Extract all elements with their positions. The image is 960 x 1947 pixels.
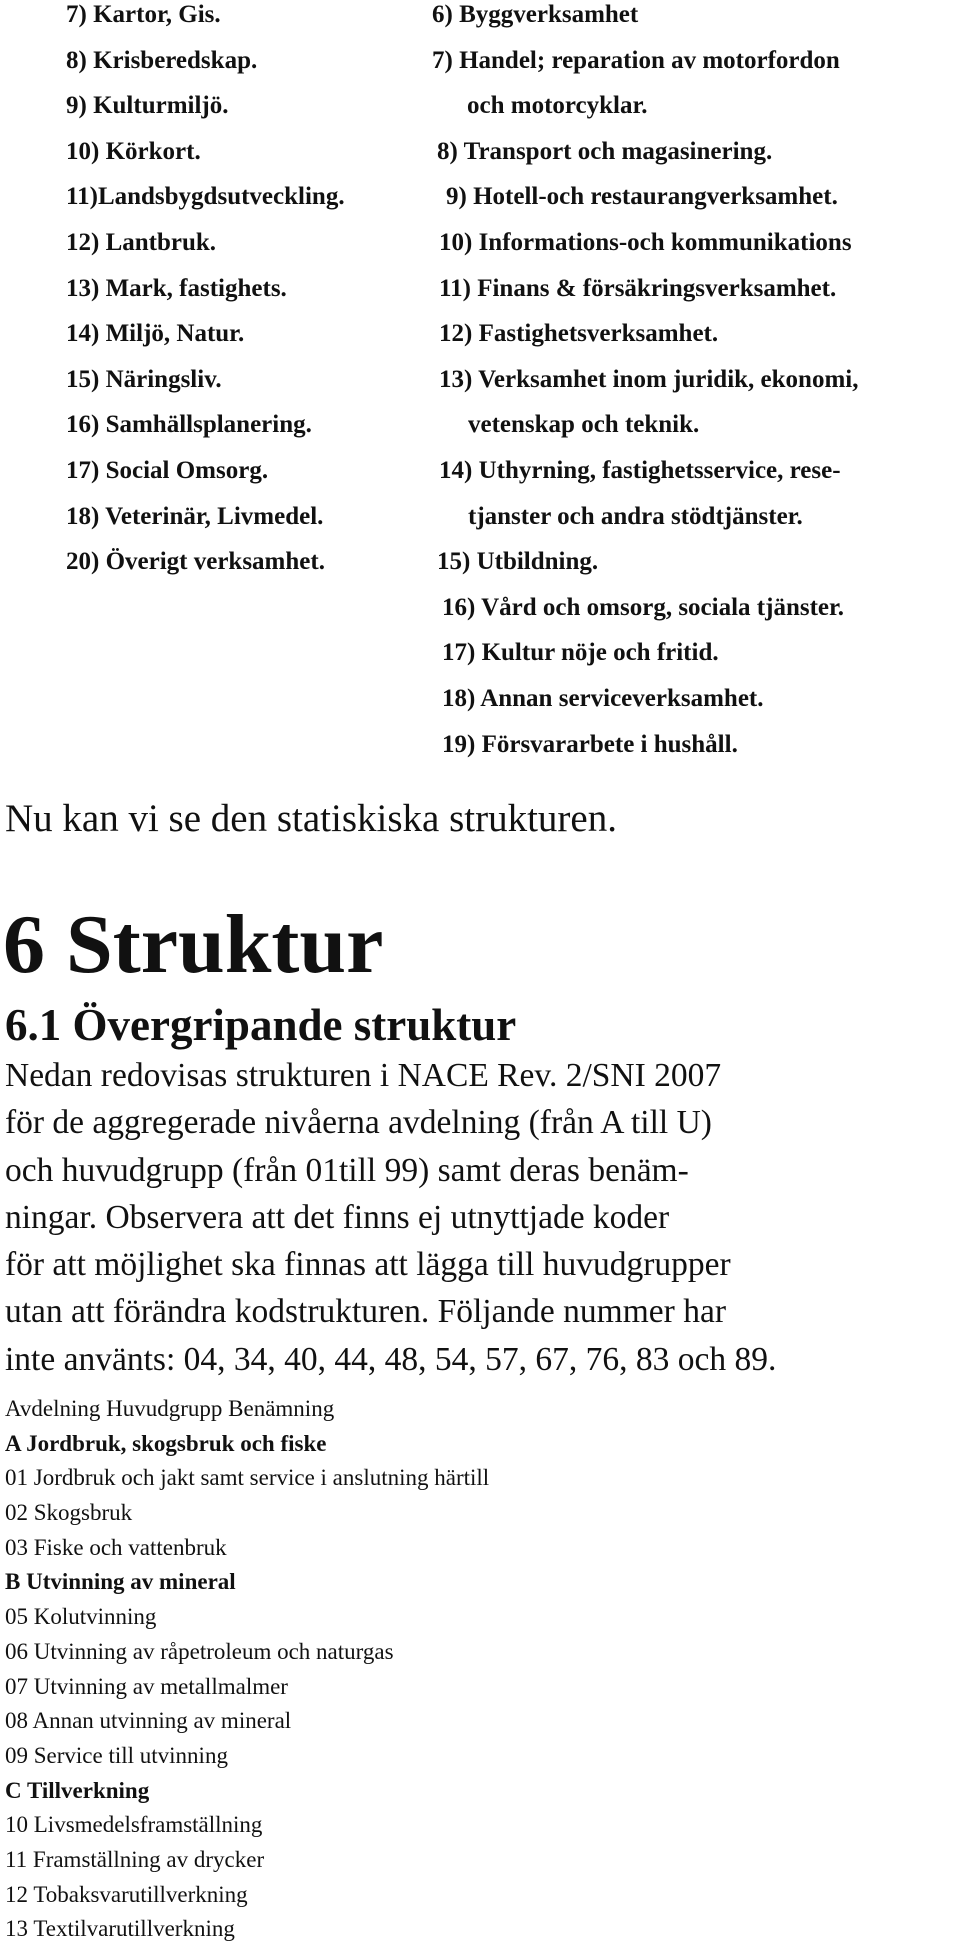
left-list-item: 16) Samhällsplanering.	[66, 411, 312, 439]
left-list-item: 17) Social Omsorg.	[66, 456, 269, 484]
right-list-item: 17) Kultur nöje och fritid.	[442, 639, 719, 667]
industry-sectors-list	[432, 0, 952, 775]
right-list-item: 10) Informations-och kommunikations	[439, 228, 852, 256]
intro-sentence: Nu kan vi se den statiskiska strukturen.	[5, 797, 617, 840]
left-list-item: 12) Lantbruk.	[66, 228, 217, 256]
nace-structure-list	[5, 1392, 945, 1947]
list-item: 12 Tobaksvarutillverkning	[5, 1881, 248, 1907]
paragraph-line: Nedan redovisas strukturen i NACE Rev. 2/SNI 2007	[5, 1057, 722, 1094]
list-item: 01 Jordbruk och jakt samt service i anslutning härtill	[5, 1465, 490, 1491]
left-list-item: 9) Kulturmiljö.	[66, 92, 229, 120]
list-item: 08 Annan utvinning av mineral	[5, 1708, 292, 1734]
paragraph-line: ningar. Observera att det finns ej utnyttjade koder	[5, 1198, 670, 1236]
list-item: 02 Skogsbruk	[5, 1500, 133, 1526]
left-list-item: 18) Veterinär, Livmedel.	[66, 502, 324, 530]
paragraph-line: för att möjlighet ska finnas att lägga till huvudgrupper	[5, 1246, 731, 1284]
list-item: 11 Framställning av drycker	[5, 1846, 265, 1872]
paragraph-line: utan att förändra kodstrukturen. Följande nummer har	[5, 1293, 726, 1331]
right-list-item: 15) Utbildning.	[437, 548, 599, 576]
section-title: A Jordbruk, skogsbruk och fiske	[5, 1430, 327, 1456]
list-item: 09 Service till utvinning	[5, 1742, 228, 1768]
left-list-item: 20) Överigt verksamhet.	[66, 548, 325, 576]
left-list-item: 11)Landsbygdsutveckling.	[66, 183, 345, 211]
description-paragraph	[5, 1052, 960, 1383]
list-item: 13 Textilvarutillverkning	[5, 1916, 235, 1942]
list-item: 03 Fiske och vattenbruk	[5, 1534, 227, 1560]
table-header: Avdelning Huvudgrupp Benämning	[5, 1396, 335, 1421]
right-list-item: 9) Hotell-och restaurangverksamhet.	[446, 183, 838, 211]
paragraph-line: och huvudgrupp (från 01till 99) samt deras benäm-	[5, 1151, 689, 1189]
left-list-item: 15) Näringsliv.	[66, 365, 222, 393]
left-list-item: 13) Mark, fastighets.	[66, 274, 287, 302]
right-list-item: 7) Handel; reparation av motorfordon	[432, 46, 840, 74]
paragraph-line: inte använts: 04, 34, 40, 44, 48, 54, 57, 67, 76, 83 och 89.	[5, 1340, 777, 1378]
right-list-item-continuation: och motorcyklar.	[467, 92, 648, 120]
list-item: 06 Utvinning av råpetroleum och naturgas	[5, 1638, 394, 1664]
section-title: B Utvinning av mineral	[5, 1569, 236, 1595]
right-list-item: 18) Annan serviceverksamhet.	[442, 684, 764, 712]
left-list-item: 14) Miljö, Natur.	[66, 320, 245, 348]
list-item: 10 Livsmedelsframställning	[5, 1812, 263, 1838]
left-list-item: 7) Kartor, Gis.	[66, 1, 221, 28]
right-list-item: 16) Vård och omsorg, sociala tjänster.	[442, 593, 845, 621]
section-heading: 6.1 Övergripande struktur	[5, 1000, 517, 1050]
left-list-item: 8) Krisberedskap.	[66, 46, 258, 74]
right-list-item: 14) Uthyrning, fastighetsservice, rese-	[439, 456, 841, 484]
right-list-item: 6) Byggverksamhet	[432, 1, 639, 28]
list-item: 07 Utvinning av metallmalmer	[5, 1673, 288, 1699]
right-list-item: 11) Finans & försäkringsverksamhet.	[439, 274, 837, 302]
right-list-item: 8) Transport och magasinering.	[437, 137, 773, 165]
paragraph-line: för de aggregerade nivåerna avdelning (från A till U)	[5, 1104, 712, 1142]
right-list-item: 13) Verksamhet inom juridik, ekonomi,	[439, 365, 859, 393]
section-title: C Tillverkning	[5, 1777, 150, 1803]
list-item: 05 Kolutvinning	[5, 1604, 157, 1630]
right-list-item-continuation: vetenskap och teknik.	[468, 411, 700, 439]
left-list-item: 10) Körkort.	[66, 137, 201, 165]
municipal-areas-list	[66, 0, 426, 593]
right-list-item-continuation: tjanster och andra stödtjänster.	[468, 502, 803, 530]
right-list-item: 12) Fastighetsverksamhet.	[439, 320, 719, 348]
right-list-item: 19) Försvararbete i hushåll.	[442, 730, 738, 758]
chapter-heading: 6 Struktur	[3, 898, 384, 991]
